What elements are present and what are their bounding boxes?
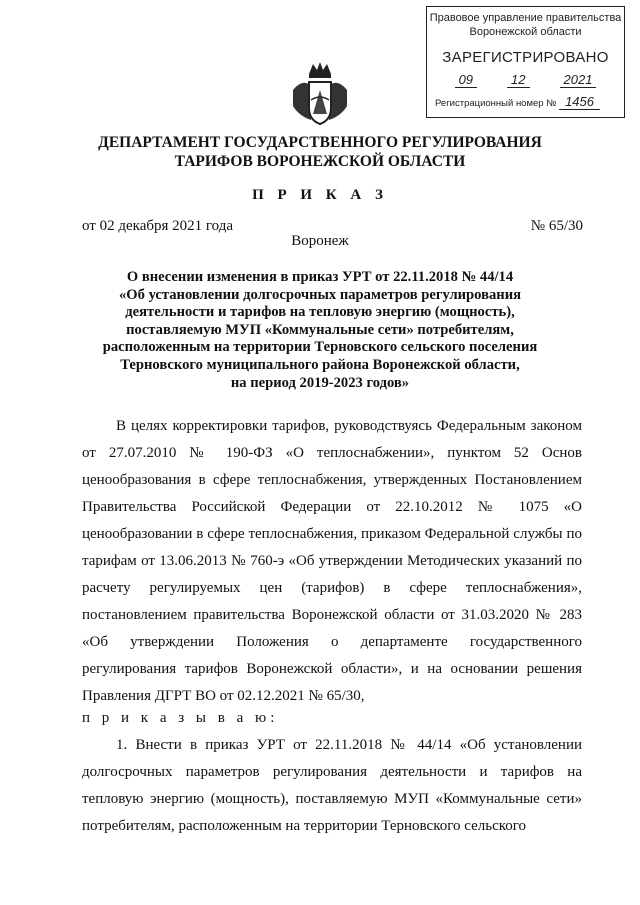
stamp-org-line1: Правовое управление правительства [429,12,622,24]
stamp-year: 2021 [560,72,597,88]
registration-stamp [426,6,625,118]
title-line: Терновского муниципального района Воронежской области, [120,356,520,373]
department-line1: ДЕПАРТАМЕНТ ГОСУДАРСТВЕННОГО РЕГУЛИРОВАНИЯ [98,134,542,151]
document-number: № 65/30 [530,218,583,234]
stamp-reg-number-line: Регистрационный номер № 1456 [427,94,624,109]
stamp-org-line2: Воронежской области [469,26,582,38]
title-line: на период 2019-2023 годов» [230,374,410,391]
stamp-reg-label: Регистрационный номер [435,98,544,109]
preamble [82,413,582,710]
title-line: О внесении изменения в приказ УРТ от 22.11.2018 № 44/14 [126,269,514,285]
order-item-1-text: 1. Внести в приказ УРТ от 22.11.2018 № 44/14 «Об установлении долгосрочных параметров регулирования деятельности и тарифов на тепловую энергию (мощность), поставляемую МУП «Коммунальные сети» потребителям, расположенным на территории Терновского сельского [82,737,582,834]
title-line: «Об установлении долгосрочных параметров регулирования [118,286,521,303]
document-type: П Р И К А З [252,187,388,203]
order-item-1 [82,732,582,840]
preamble-paragraph: В целях корректировки тарифов, руководствуясь Федеральным законом от 27.07.2010 № 190-ФЗ «О теплоснабжении», пунктом 52 Основ ценообразования в сфере теплоснабжения, утвержденных Постановлением Правительства Российской Федерации от 22.10.2012 № 1075 «О ценообразовании в сфере теплоснабжения, приказом Федеральной службы по тарифам от 13.06.2013 № 760-э «Об утверждении Методических указаний по расчету регулируемых цен (тарифов) в сфере теплоснабжения», постановлением правительства Воронежской области от 31.03.2020 № 283 «Об утверждении Положения о департаменте государственного регулирования тарифов Воронежской области», и на основании решения Правления ДГРТ ВО от 02.12.2021 № 65/30, [82,418,582,704]
document-date: от 02 декабря 2021 года [82,218,234,234]
document-title [75,269,565,392]
title-line: деятельности и тарифов на тепловую энергию (мощность), [125,304,515,321]
department-line2: ТАРИФОВ ВОРОНЕЖСКОЙ ОБЛАСТИ [174,153,466,170]
order-word: п р и к а з ы в а ю: [82,710,279,726]
coat-of-arms-icon [289,60,351,128]
stamp-month: 12 [507,72,529,88]
stamp-day: 09 [455,72,477,88]
stamp-date [427,72,624,88]
title-line: поставляемую МУП «Коммунальные сети» потребителям, [126,321,514,338]
title-line: расположенным на территории Терновского сельского поселения [102,339,538,356]
stamp-status: ЗАРЕГИСТРИРОВАНО [442,49,609,66]
department-name [60,133,580,171]
stamp-reg-number: 1456 [559,94,600,110]
stamp-org [427,11,624,39]
document-city: Воронеж [291,233,349,249]
